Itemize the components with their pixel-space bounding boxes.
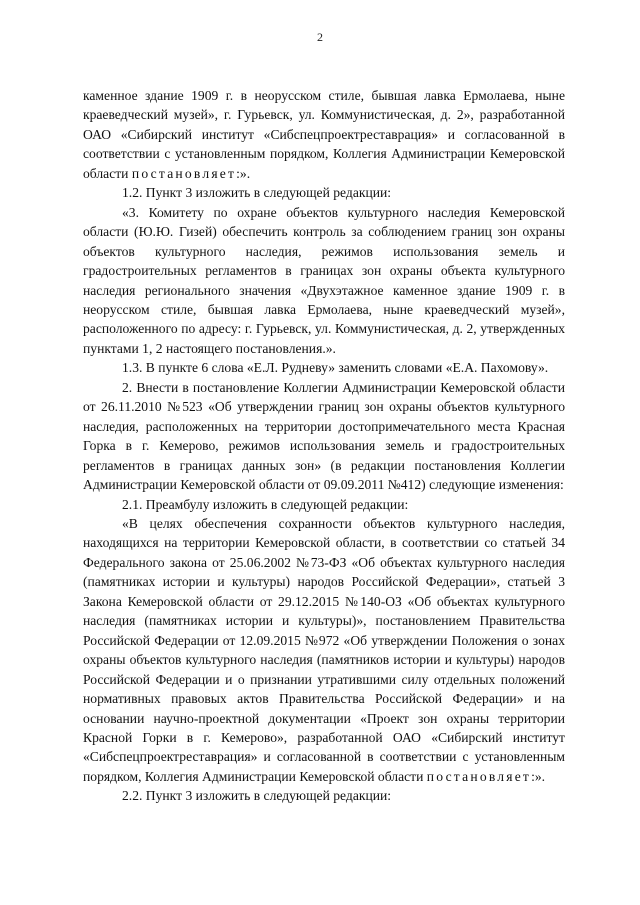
paragraph-item-1-2: 1.2. Пункт 3 изложить в следующей редакции: bbox=[122, 185, 392, 201]
paragraph-preamble bbox=[83, 514, 565, 786]
page-number: 2 bbox=[317, 30, 323, 44]
spaced-keyword: постановляет bbox=[426, 768, 532, 784]
paragraph-continuation bbox=[83, 86, 565, 183]
spaced-keyword: постановляет bbox=[131, 165, 237, 181]
paragraph-item-2-2: 2.2. Пункт 3 изложить в следующей редакции: bbox=[122, 788, 392, 804]
paragraph-item-2: 2. Внести в постановление Коллегии Администрации Кемеровской области от 26.11.2010 №523 «Об утверждении границ зон охраны объектов культурного наследия, расположенных на территории достопримечательного места Красная Горка в г. Кемерово, режимов использования земель и градостроительных регламентов в границах данных зон» (в редакции постановления Коллегии Администрации Кемеровской области от 09.09.2011 №412) следующие изменения: bbox=[83, 379, 565, 493]
paragraph-text: :». bbox=[236, 165, 251, 181]
paragraph-text: :». bbox=[531, 768, 546, 784]
paragraph-item-3-quote: «3. Комитету по охране объектов культурного наследия Кемеровской области (Ю.Ю. Гизей) обеспечить контроль за соблюдением границ зон охраны объектов культурного наследия, режимов использования земель и градостроительных регламентов в границах зон охраны объекта культурного наследия регионального значения «Двухэтажное каменное здание 1909 г. в неорусском стиле, бывшая лавка Ермолаева, ныне краеведческий музей», расположенного по адресу: г. Гурьевск, ул. Коммунистическая, д. 2, утвержденных пунктами 1, 2 настоящего постановления.». bbox=[83, 204, 565, 356]
paragraph-item-2-1: 2.1. Преамбулу изложить в следующей редакции: bbox=[122, 496, 409, 512]
paragraph-text: каменное здание 1909 г. в неорусском стиле, бывшая лавка Ермолаева, ныне краеведческий музей», г. Гурьевск, ул. Коммунистическая, д. 2», разработанной ОАО «Сибирский институт «Сибспецпроектреставрация» и согласованной в соответствии с установленным порядком, Коллегия Администрации Кемеровской области bbox=[83, 88, 565, 181]
document-body bbox=[83, 86, 565, 806]
paragraph-item-1-3: 1.3. В пункте 6 слова «Е.Л. Рудневу» заменить словами «Е.А. Пахомову». bbox=[122, 360, 549, 376]
paragraph-text: «В целях обеспечения сохранности объектов культурного наследия, находящихся на территории Кемеровской области, в соответствии со статьей 34 Федерального закона от 25.06.2002 №73-ФЗ «Об объектах культурного наследия (памятниках истории и культуры) народов Российской Федерации», статьей 3 Закона Кемеровской области от 29.12.2015 №140-ОЗ «Об объектах культурного наследия (памятниках истории и культуры)», постановлением Правительства Российской Федерации от 12.09.2015 №972 «Об утверждении Положения о зонах охраны объектов культурного наследия (памятников истории и культуры) народов Российской Федерации и о признании утратившими силу отдельных положений нормативных правовых актов Правительства Российской Федерации» и на основании научно-проектной документации «Проект зон охраны территории Красной Горки в г. Кемерово», разработанной ОАО «Сибирский институт «Сибспецпроектреставрация» и согласованной в соответствии с установленным порядком, Коллегия Администрации Кемеровской области bbox=[83, 515, 565, 784]
